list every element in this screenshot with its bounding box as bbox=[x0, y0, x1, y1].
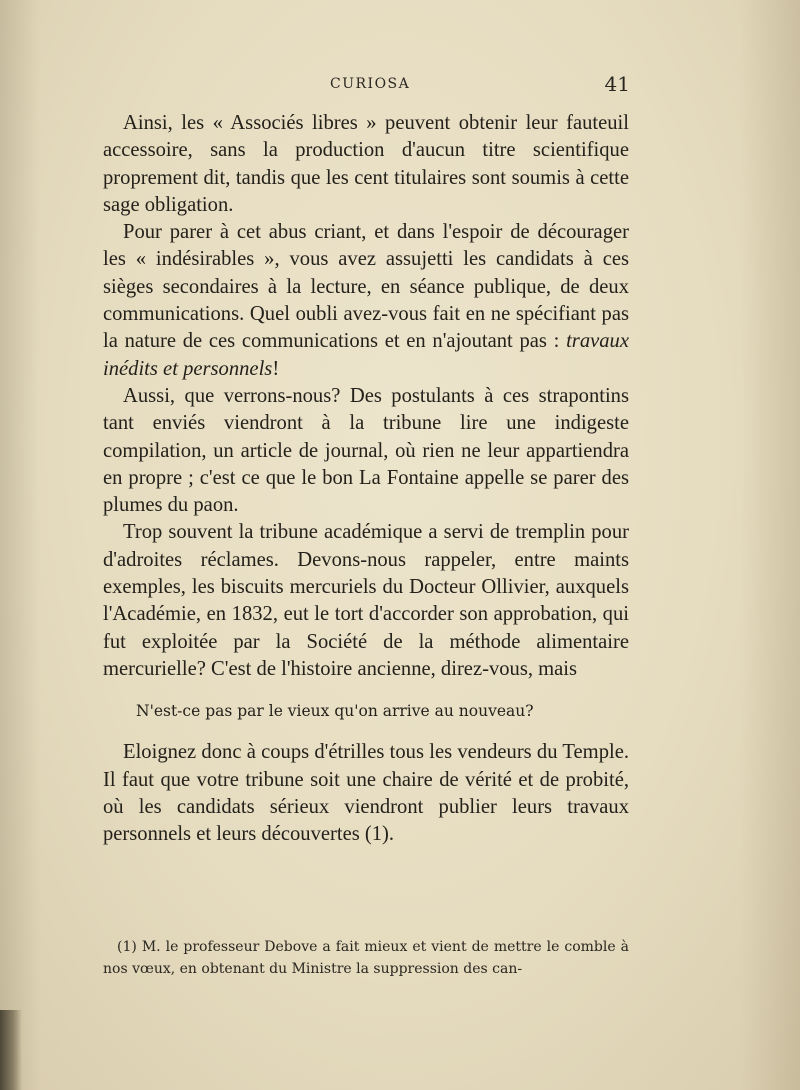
paragraph-5: Eloignez donc à coups d'étrilles tous les vendeurs du Temple. Il faut que votre tribune soit une chaire de vérité et de probité, où les candidats sérieux viendront publier leurs travaux personnels et leurs découvertes (1). bbox=[103, 741, 629, 846]
italic-phrase: travaux inédits et personnels bbox=[103, 330, 629, 380]
page-header bbox=[100, 74, 630, 98]
paragraph-3: Aussi, que verrons-nous? Des postulants à ces strapontins tant enviés viendront à la tribune lire une indigeste compilation, un article de journal, où rien ne leur appartiendra en propre ; c'est ce que le bon La Fontaine appelle se parer des plumes du paon. bbox=[103, 384, 629, 517]
paragraph-2 bbox=[103, 219, 629, 383]
paragraph-4: Trop souvent la tribune académique a servi de tremplin pour d'adroites réclames. Devons-nous rappeler, entre maints exemples, les biscuits mercuriels du Docteur Ollivier, auxquels l'Académie, en 1832, eut le tort d'accorder son approbation, qui fut exploitée par la Société de la méthode alimentaire mercurielle? C'est de l'histoire ancienne, direz-vous, mais bbox=[103, 521, 629, 680]
page-edge-left-shadow bbox=[0, 0, 40, 1090]
page-edge-right-shadow bbox=[740, 0, 800, 1090]
paragraph-2-end: ! bbox=[272, 357, 280, 380]
paragraph-1: Ainsi, les « Associés libres » peuvent obtenir leur fauteuil accessoire, sans la production d'aucun titre scientifique proprement dit, tandis que les cent titulaires sont soumis à cette sage obligation. bbox=[103, 112, 629, 216]
paragraph-2-text: Pour parer à cet abus criant, et dans l'espoir de décourager les « indésirables », vous avez assujetti les candidats à ces sièges secondaires à la lecture, en séance publique, de deux communications. Quel oubli avez-vous fait en ne spécifiant pas la nature de ces communications et en n'ajoutant pas : bbox=[103, 221, 629, 353]
page-number: 41 bbox=[604, 72, 630, 96]
page-binding-edge bbox=[0, 1010, 22, 1090]
body-text bbox=[103, 110, 629, 848]
footnote: (1) M. le professeur Debove a fait mieux et vient de mettre le comble à nos vœux, en obtenant du Ministre la suppression des can- bbox=[103, 939, 629, 977]
running-head: CURIOSA bbox=[330, 76, 411, 92]
verse-quote: N'est-ce pas par le vieux qu'on arrive au nouveau? bbox=[136, 702, 534, 721]
